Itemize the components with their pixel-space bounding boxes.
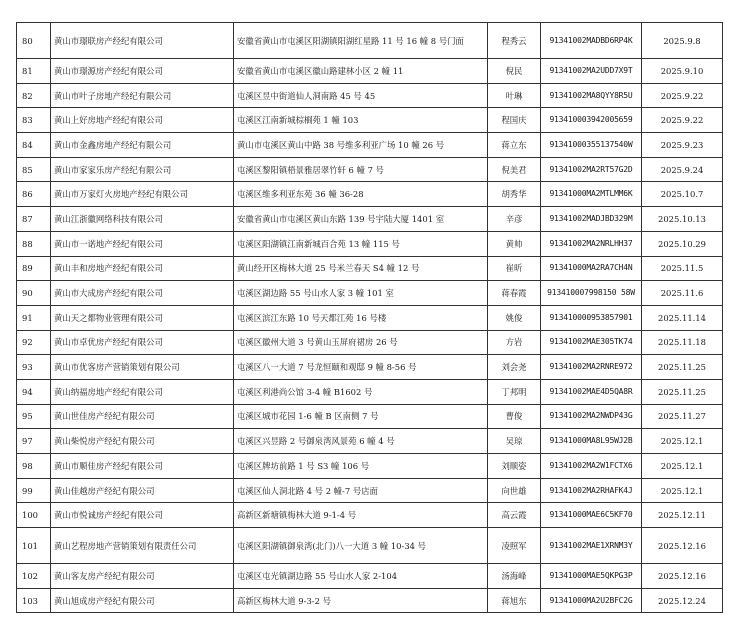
table-row bbox=[17, 83, 723, 108]
registration-date: 2025.11.5 bbox=[642, 256, 723, 281]
company-address: 屯溪区兴昱路 2 号御泉湾风景苑 6 幢 4 号 bbox=[234, 429, 488, 454]
company-address: 屯溪区牌坊前路 1 号 S3 幢 106 号 bbox=[234, 454, 488, 479]
contact-person: 程秀云 bbox=[488, 23, 541, 59]
company-name: 黄山艺程房地产营销策划有限责任公司 bbox=[51, 528, 234, 564]
row-number: 95 bbox=[17, 404, 51, 429]
contact-person: 辛彦 bbox=[488, 207, 541, 232]
contact-person: 叶琳 bbox=[488, 83, 541, 108]
company-address: 屯溪区江南新城棕榈苑 1 幢 103 bbox=[234, 108, 488, 133]
contact-person: 胡秀华 bbox=[488, 182, 541, 207]
row-number: 86 bbox=[17, 182, 51, 207]
company-name: 黄山柴悦房产经纪有限公司 bbox=[51, 429, 234, 454]
company-name: 黄山市叶子房地产经纪有限公司 bbox=[51, 83, 234, 108]
credit-code: 91341000MAE6C5KF70 bbox=[541, 503, 642, 528]
company-address: 屯溪区湖边路 55 号山水人家 3 幢 101 室 bbox=[234, 281, 488, 306]
credit-code: 913410000953857901 bbox=[541, 305, 642, 330]
row-number: 100 bbox=[17, 503, 51, 528]
table-row bbox=[17, 454, 723, 479]
table-row bbox=[17, 157, 723, 182]
registration-date: 2025.9.8 bbox=[642, 23, 723, 59]
company-name: 黄山市金鑫房地产经纪有限公司 bbox=[51, 133, 234, 158]
company-address: 黄山市屯溪区黄山中路 38 号维多利亚广场 10 幢 26 号 bbox=[234, 133, 488, 158]
company-address: 高新区新塘镇梅林大道 9-1-4 号 bbox=[234, 503, 488, 528]
company-address: 安徽省黄山市屯溪区徽山路建林小区 2 幢 11 bbox=[234, 59, 488, 84]
registration-date: 2025.12.16 bbox=[642, 528, 723, 564]
registration-date: 2025.11.25 bbox=[642, 379, 723, 404]
company-address: 屯溪区徽州大道 3 号黄山玉屏府裙房 26 号 bbox=[234, 330, 488, 355]
table-row bbox=[17, 429, 723, 454]
contact-person: 蒋旭东 bbox=[488, 588, 541, 613]
credit-code: 91341000MA2RA7CH4N bbox=[541, 256, 642, 281]
company-name: 黄山天之都物业管理有限公司 bbox=[51, 305, 234, 330]
row-number: 89 bbox=[17, 256, 51, 281]
contact-person: 程国庆 bbox=[488, 108, 541, 133]
row-number: 94 bbox=[17, 379, 51, 404]
company-name: 黄山市万家灯火房地产经纪有限公司 bbox=[51, 182, 234, 207]
row-number: 83 bbox=[17, 108, 51, 133]
registration-date: 2025.11.25 bbox=[642, 355, 723, 380]
company-name: 黄山客友房产经纪有限公司 bbox=[51, 564, 234, 589]
row-number: 87 bbox=[17, 207, 51, 232]
company-name: 黄山丰和房地产经纪有限公司 bbox=[51, 256, 234, 281]
row-number: 82 bbox=[17, 83, 51, 108]
table-row bbox=[17, 404, 723, 429]
company-address: 屯溪区黎阳镇梧景雅居翠竹轩 6 幢 7 号 bbox=[234, 157, 488, 182]
company-name: 黄山江浙徽网络科技有限公司 bbox=[51, 207, 234, 232]
company-name: 黄山纳福房地产经纪有限公司 bbox=[51, 379, 234, 404]
registration-date: 2025.11.27 bbox=[642, 404, 723, 429]
contact-person: 蒋立东 bbox=[488, 133, 541, 158]
company-name: 黄山市璟源房产经纪有限公司 bbox=[51, 59, 234, 84]
contact-person: 方岩 bbox=[488, 330, 541, 355]
row-number: 81 bbox=[17, 59, 51, 84]
row-number: 85 bbox=[17, 157, 51, 182]
contact-person: 崔昕 bbox=[488, 256, 541, 281]
credit-code: 91341002MAE305TK74 bbox=[541, 330, 642, 355]
contact-person: 刘顺姿 bbox=[488, 454, 541, 479]
contact-person: 黄帅 bbox=[488, 231, 541, 256]
table-row bbox=[17, 108, 723, 133]
registration-date: 2025.11.6 bbox=[642, 281, 723, 306]
registration-date: 2025.9.22 bbox=[642, 108, 723, 133]
company-address: 屯溪区城市花园 1-6 幢 B 区南侧 7 号 bbox=[234, 404, 488, 429]
table-row bbox=[17, 59, 723, 84]
contact-person: 倪美君 bbox=[488, 157, 541, 182]
table-row bbox=[17, 355, 723, 380]
row-number: 92 bbox=[17, 330, 51, 355]
row-number: 97 bbox=[17, 429, 51, 454]
row-number: 99 bbox=[17, 478, 51, 503]
credit-code: 913410007998150 58W bbox=[541, 281, 642, 306]
company-address: 屯溪区屯光镇湖边路 55 号山水人家 2-104 bbox=[234, 564, 488, 589]
registration-date: 2025.9.23 bbox=[642, 133, 723, 158]
table-row bbox=[17, 281, 723, 306]
registration-date: 2025.10.29 bbox=[642, 231, 723, 256]
company-address: 屯溪区利港尚公馆 3-4 幢 B1602 号 bbox=[234, 379, 488, 404]
company-name: 黄山市大成房产经纪有限公司 bbox=[51, 281, 234, 306]
row-number: 101 bbox=[17, 528, 51, 564]
registration-date: 2025.12.1 bbox=[642, 478, 723, 503]
table-row bbox=[17, 207, 723, 232]
credit-code: 91341002MA2W1FCTX6 bbox=[541, 454, 642, 479]
registration-date: 2025.12.16 bbox=[642, 564, 723, 589]
company-name: 黄山市一诺地产经纪有限公司 bbox=[51, 231, 234, 256]
company-name: 黄山旭成房产经纪有限公司 bbox=[51, 588, 234, 613]
company-address: 安徽省黄山市屯溪区黄山东路 139 号宇陆大厦 1401 室 bbox=[234, 207, 488, 232]
table-row bbox=[17, 182, 723, 207]
table-row bbox=[17, 528, 723, 564]
credit-code: 91341002MA2RT57G2D bbox=[541, 157, 642, 182]
row-number: 93 bbox=[17, 355, 51, 380]
credit-code: 91341002MA8QYY8R5U bbox=[541, 83, 642, 108]
contact-person: 蒋春霞 bbox=[488, 281, 541, 306]
table-row bbox=[17, 330, 723, 355]
row-number: 84 bbox=[17, 133, 51, 158]
table-row bbox=[17, 478, 723, 503]
contact-person: 曹俊 bbox=[488, 404, 541, 429]
company-name: 黄山市卓优房产经纪有限公司 bbox=[51, 330, 234, 355]
credit-code: 91341000MA2U2BFC2G bbox=[541, 588, 642, 613]
contact-person: 高云霞 bbox=[488, 503, 541, 528]
credit-code: 91341002MADBD6RP4K bbox=[541, 23, 642, 59]
row-number: 88 bbox=[17, 231, 51, 256]
contact-person: 吴琼 bbox=[488, 429, 541, 454]
credit-code: 91341002MA2UDD7X9T bbox=[541, 59, 642, 84]
table-row bbox=[17, 256, 723, 281]
company-name: 黄山市家家乐房产经纪有限公司 bbox=[51, 157, 234, 182]
registry-table bbox=[16, 22, 723, 613]
company-name: 黄山上好房地产经纪有限公司 bbox=[51, 108, 234, 133]
credit-code: 91341002MA2NWDP43G bbox=[541, 404, 642, 429]
credit-code: 91341002MA2NRLHH37 bbox=[541, 231, 642, 256]
registration-date: 2025.12.24 bbox=[642, 588, 723, 613]
company-address: 屯溪区仙人洞北路 4 号 2 幢-7 号店面 bbox=[234, 478, 488, 503]
credit-code: 91341002MA2RHAFK4J bbox=[541, 478, 642, 503]
registration-date: 2025.12.1 bbox=[642, 429, 723, 454]
company-address: 安徽省黄山市屯溪区阳湖镇阳湖红星路 11 号 16 幢 8 号门面 bbox=[234, 23, 488, 59]
company-address: 屯溪区阳湖镇御泉湾(北门)八一大道 3 幢 10-34 号 bbox=[234, 528, 488, 564]
credit-code: 91341002MADJBD329M bbox=[541, 207, 642, 232]
row-number: 102 bbox=[17, 564, 51, 589]
contact-person: 姚俊 bbox=[488, 305, 541, 330]
row-number: 90 bbox=[17, 281, 51, 306]
credit-code: 91341000MAE5QKPG3P bbox=[541, 564, 642, 589]
table-row bbox=[17, 133, 723, 158]
company-name: 黄山市顺佳房产经纪有限公司 bbox=[51, 454, 234, 479]
company-address: 黄山经开区梅林大道 25 号米兰春天 S4 幢 12 号 bbox=[234, 256, 488, 281]
row-number: 91 bbox=[17, 305, 51, 330]
contact-person: 丁邦明 bbox=[488, 379, 541, 404]
table-row bbox=[17, 503, 723, 528]
credit-code: 91341000MA8L95WJ2B bbox=[541, 429, 642, 454]
table-row bbox=[17, 231, 723, 256]
table-row bbox=[17, 588, 723, 613]
credit-code: 91341002MAE4D5QA8R bbox=[541, 379, 642, 404]
row-number: 98 bbox=[17, 454, 51, 479]
registration-date: 2025.10.7 bbox=[642, 182, 723, 207]
contact-person: 刘会尧 bbox=[488, 355, 541, 380]
company-name: 黄山世佳房产经纪有限公司 bbox=[51, 404, 234, 429]
company-address: 高新区梅林大道 9-3-2 号 bbox=[234, 588, 488, 613]
company-address: 屯溪区滨江东路 10 号天都江苑 16 号楼 bbox=[234, 305, 488, 330]
table-row bbox=[17, 23, 723, 59]
company-name: 黄山市悦诚房产经纪有限公司 bbox=[51, 503, 234, 528]
company-address: 屯溪区八一大道 7 号龙恒颐和观邸 9 幢 8-56 号 bbox=[234, 355, 488, 380]
registration-date: 2025.9.24 bbox=[642, 157, 723, 182]
registration-date: 2025.12.11 bbox=[642, 503, 723, 528]
registration-date: 2025.11.18 bbox=[642, 330, 723, 355]
credit-code: 91341002MAE1XRNM3Y bbox=[541, 528, 642, 564]
table-row bbox=[17, 564, 723, 589]
contact-person: 向世雄 bbox=[488, 478, 541, 503]
registration-date: 2025.9.22 bbox=[642, 83, 723, 108]
company-name: 黄山佳越房产经纪有限公司 bbox=[51, 478, 234, 503]
table-row bbox=[17, 379, 723, 404]
company-name: 黄山市优客房产营销策划有限公司 bbox=[51, 355, 234, 380]
credit-code: 91341000MA2MTLMM6K bbox=[541, 182, 642, 207]
table-row bbox=[17, 305, 723, 330]
company-address: 屯溪区维多利亚东苑 36 幢 36-28 bbox=[234, 182, 488, 207]
row-number: 103 bbox=[17, 588, 51, 613]
registration-date: 2025.10.13 bbox=[642, 207, 723, 232]
row-number: 80 bbox=[17, 23, 51, 59]
registry-table-body bbox=[17, 23, 723, 613]
credit-code: 91341002MA2RNRE972 bbox=[541, 355, 642, 380]
contact-person: 凌照军 bbox=[488, 528, 541, 564]
credit-code: 91341000355137540W bbox=[541, 133, 642, 158]
credit-code: 913410003942005659 bbox=[541, 108, 642, 133]
company-address: 屯溪区阳湖镇江南新城百合苑 13 幢 115 号 bbox=[234, 231, 488, 256]
registration-date: 2025.11.14 bbox=[642, 305, 723, 330]
contact-person: 汤海峰 bbox=[488, 564, 541, 589]
company-address: 屯溪区昱中街道仙人洞南路 45 号 45 bbox=[234, 83, 488, 108]
contact-person: 倪民 bbox=[488, 59, 541, 84]
registration-date: 2025.9.10 bbox=[642, 59, 723, 84]
registration-date: 2025.12.1 bbox=[642, 454, 723, 479]
company-name: 黄山市璟联房产经纪有限公司 bbox=[51, 23, 234, 59]
